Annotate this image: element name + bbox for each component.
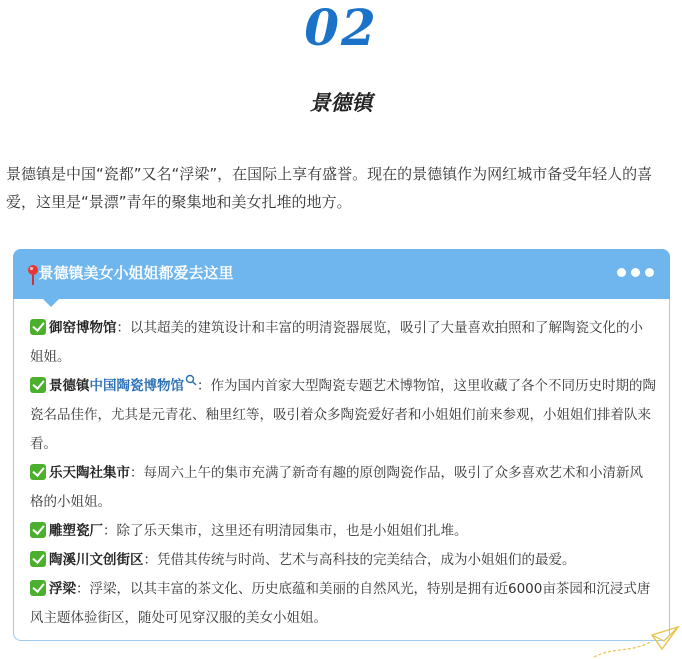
more-dots-icon <box>617 268 654 278</box>
paper-plane-decoration-icon <box>592 619 682 659</box>
item-text: 浮梁，以其丰富的茶文化、历史底蕴和美丽的自然风光，特别是拥有近6000亩茶园和沉浸式唐风主题体验街区，随处可见穿汉服的美女小姐姐。 <box>30 581 651 626</box>
info-card <box>13 249 670 641</box>
item-text: 以其超美的建筑设计和丰富的明清瓷器展览，吸引了大量喜欢拍照和了解陶瓷文化的小姐姐。 <box>30 320 643 365</box>
check-icon <box>30 464 46 480</box>
search-icon[interactable] <box>185 374 197 386</box>
item-text: 作为国内首家大型陶瓷专题艺术博物馆，这里收藏了各个不同历史时期的陶瓷名品佳作，尤其是元青花、釉里红等，吸引着众多陶瓷爱好者和小姐姐们前来参观，小姐姐们排着队来看。 <box>30 378 656 452</box>
card-header <box>13 249 670 299</box>
item-name: 浮梁 <box>49 581 76 597</box>
item-name: 乐天陶社集市 <box>49 465 130 481</box>
list-item <box>30 517 656 546</box>
check-icon <box>30 580 46 596</box>
museum-link[interactable]: 中国陶瓷博物馆 <box>89 378 184 394</box>
item-name: 景德镇 <box>49 378 90 394</box>
item-separator: ： <box>130 465 144 481</box>
check-icon <box>30 377 46 393</box>
check-icon <box>30 551 46 567</box>
item-name: 雕塑瓷厂 <box>49 523 103 539</box>
item-name: 御窑博物馆 <box>49 320 117 336</box>
list-item <box>30 459 656 517</box>
list-item <box>30 314 656 372</box>
intro-paragraph: 景德镇是中国“瓷都”又名“浮梁”，在国际上享有盛誉。现在的景德镇作为网红城市备受年轻人的喜爱，这里是“景漂”青年的聚集地和美女扎堆的地方。 <box>6 165 653 211</box>
item-separator: ： <box>143 552 157 568</box>
section-title: 景德镇 <box>309 91 373 115</box>
item-text: 每周六上午的集市充满了新奇有趣的原创陶瓷作品，吸引了众多喜欢艺术和小清新风格的小姐姐。 <box>30 465 643 510</box>
item-name: 陶溪川文创街区 <box>49 552 144 568</box>
item-separator: ： <box>76 581 90 597</box>
pin-icon <box>27 264 39 286</box>
list-item <box>30 575 656 633</box>
check-icon <box>30 319 46 335</box>
item-separator: ： <box>103 523 117 539</box>
list-item <box>30 546 656 575</box>
item-text: 凭借其传统与时尚、艺术与高科技的完美结合，成为小姐姐们的最爱。 <box>157 552 576 568</box>
section-number: 02 <box>304 0 378 57</box>
item-text: 除了乐天集市，这里还有明清园集市，也是小姐姐们扎堆。 <box>116 523 468 539</box>
item-separator: ： <box>116 320 130 336</box>
item-separator: ： <box>197 378 211 394</box>
check-icon <box>30 522 46 538</box>
card-title: 景德镇美女小姐姐都爱去这里 <box>38 263 234 282</box>
attraction-list <box>30 314 656 633</box>
card-header-pointer <box>41 297 61 307</box>
list-item <box>30 372 656 459</box>
